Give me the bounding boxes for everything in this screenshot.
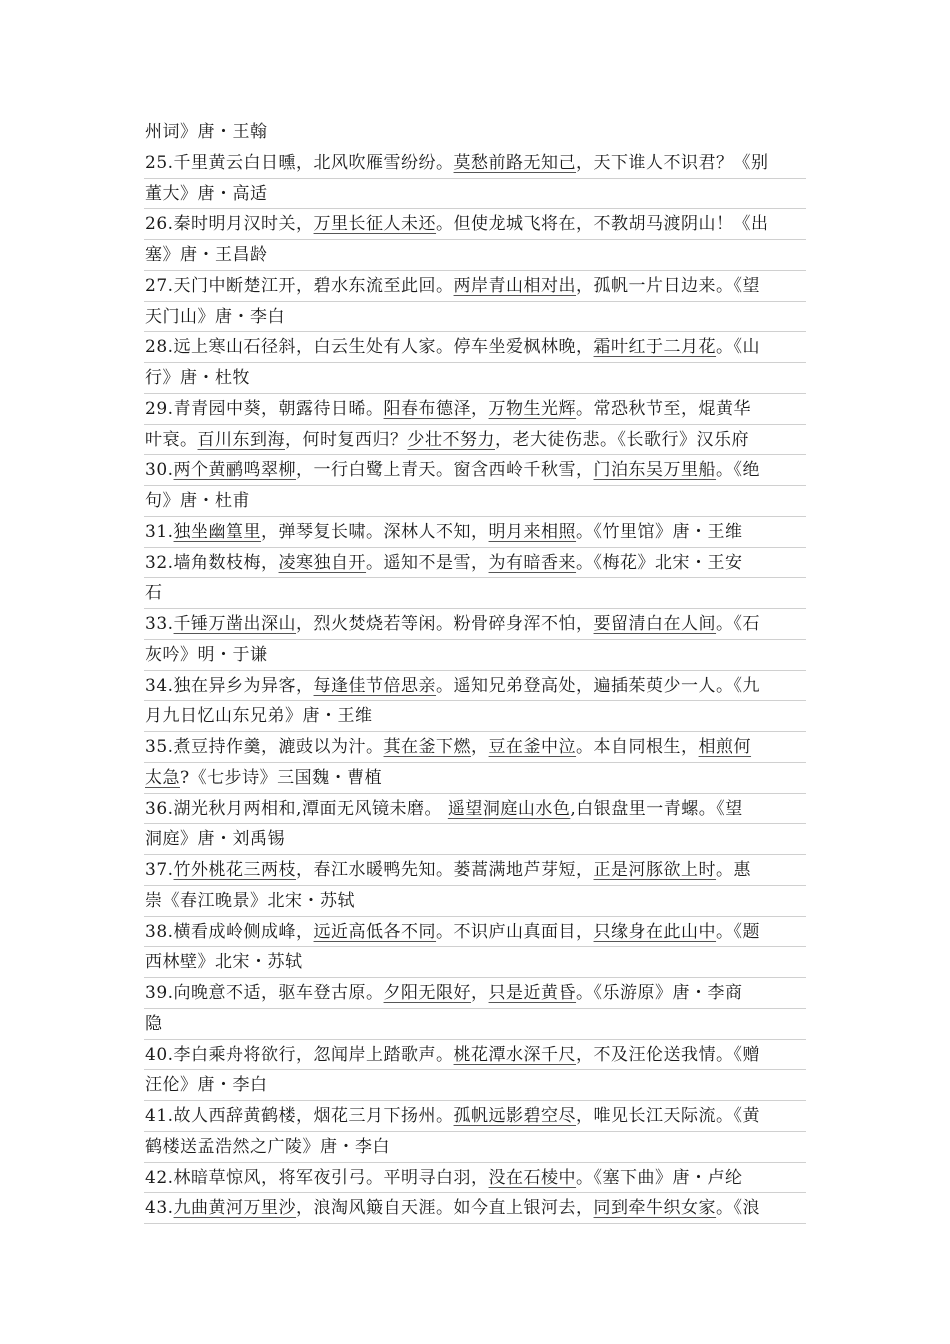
text-segment: 洞庭》唐・刘禹锡 — [145, 829, 285, 850]
text-segment: ,白银盘里一青螺。《望 — [570, 798, 743, 819]
text-line — [144, 763, 806, 794]
underlined-verse: 每逢佳节倍思亲 — [313, 675, 437, 696]
underlined-verse: 百川东到海 — [197, 429, 285, 450]
underlined-verse: 远近高低各不同 — [313, 921, 437, 942]
text-segment: 41.故人西辞黄鹤楼，烟花三月下扬州。 — [145, 1106, 454, 1126]
text-segment: 。常恐秋节至，焜黄华 — [576, 398, 752, 419]
text-segment: 38.横看成岭侧成峰， — [145, 921, 314, 942]
text-line — [144, 978, 806, 1009]
underlined-verse: 豆在釜中泣 — [488, 737, 577, 757]
text-line — [144, 1009, 806, 1040]
text-segment: 汪伦》唐・李白 — [145, 1075, 268, 1096]
underlined-verse: 阳春布德泽 — [383, 398, 472, 419]
text-segment: 。《竹里馆》唐・王维 — [576, 521, 743, 542]
text-segment: 叶衰。 — [145, 429, 198, 450]
text-line — [144, 486, 806, 517]
underlined-verse: 为有暗香来 — [488, 552, 577, 573]
text-line — [144, 794, 806, 825]
text-segment: ，何时复西归？ — [285, 429, 408, 450]
underlined-verse: 明月来相照 — [488, 521, 577, 542]
text-segment: 34.独在异乡为异客， — [145, 675, 314, 696]
underlined-verse: 霜叶红于二月花 — [593, 337, 717, 358]
text-segment: 。《塞下曲》唐・卢纶 — [576, 1167, 743, 1188]
text-line — [144, 701, 806, 732]
text-segment: ?《七步诗》三国魏・曹植 — [180, 767, 383, 788]
underlined-verse: 要留清白在人间 — [593, 614, 717, 634]
text-segment: 崇《春江晚景》北宋・苏轼 — [145, 890, 355, 911]
underlined-verse: 竹外桃花三两枝 — [173, 860, 297, 880]
text-line — [144, 548, 806, 579]
text-line — [144, 1132, 806, 1163]
text-segment: 西林壁》北宋・苏轼 — [145, 952, 303, 973]
text-segment: 句》唐・杜甫 — [145, 491, 250, 511]
underlined-verse: 门泊东吴万里船 — [593, 460, 717, 481]
underlined-verse: 独坐幽篁里 — [173, 521, 262, 542]
text-segment: 天门山》唐・李白 — [145, 306, 285, 327]
text-line — [144, 886, 806, 917]
text-segment: 。《石 — [716, 614, 761, 634]
text-segment: ， — [471, 983, 489, 1003]
text-segment: 26.秦时明月汉时关， — [145, 214, 314, 235]
text-line — [144, 1101, 806, 1132]
text-line — [144, 332, 806, 363]
text-segment: 。本自同根生， — [576, 737, 699, 757]
text-line — [144, 609, 806, 640]
text-segment: 隐 — [145, 1013, 163, 1034]
text-line — [144, 732, 806, 763]
underlined-verse: 凌寒独自开 — [278, 552, 367, 573]
text-line — [144, 1193, 806, 1224]
text-segment: ，唯见长江天际流。《黄 — [576, 1106, 761, 1126]
text-segment: 。但使龙城飞将在，不教胡马渡阴山！《出 — [436, 214, 769, 235]
text-line — [144, 947, 806, 978]
text-segment: 30. — [145, 460, 174, 481]
text-segment: 塞》唐・王昌龄 — [145, 245, 268, 265]
underlined-verse: 两个黄鹂鸣翠柳 — [173, 460, 297, 481]
underlined-verse: 只缘身在此山中 — [593, 921, 717, 942]
text-line — [144, 148, 806, 179]
text-segment: ，不及汪伦送我情。《赠 — [576, 1044, 761, 1065]
text-segment: ，春江水暖鸭先知。蒌蒿满地芦芽短， — [296, 860, 594, 880]
text-segment: 月九日忆山东兄弟》唐・王维 — [145, 706, 373, 727]
poem-list — [144, 117, 806, 1224]
underlined-verse: 万里长征人未还 — [313, 214, 437, 235]
text-segment: ，烈火焚烧若等闲。粉骨碎身浑不怕， — [296, 614, 594, 634]
underlined-verse: 太急 — [145, 767, 180, 788]
text-segment: ，弹琴复长啸。深林人不知， — [261, 521, 489, 542]
text-line — [144, 578, 806, 609]
text-segment: 。《浪 — [716, 1198, 761, 1219]
text-segment: 。不识庐山真面目， — [436, 921, 594, 942]
text-line — [144, 917, 806, 948]
text-segment: 。《山 — [716, 337, 761, 358]
text-line — [144, 517, 806, 548]
text-segment: 董大》唐・高适 — [145, 183, 268, 204]
underlined-verse: 少壮不努力 — [407, 429, 495, 450]
underlined-verse: 桃花潭水深千尺 — [453, 1044, 577, 1065]
underlined-verse: 九曲黄河万里沙 — [173, 1198, 297, 1219]
text-segment: 33. — [145, 614, 174, 634]
text-line — [144, 671, 806, 702]
underlined-verse: 莫愁前路无知己 — [453, 152, 577, 173]
text-segment: 43. — [145, 1198, 174, 1219]
text-segment: 石 — [145, 583, 163, 604]
text-line — [144, 824, 806, 855]
text-line — [144, 240, 806, 271]
text-segment: 鹤楼送孟浩然之广陵》唐・李白 — [145, 1136, 390, 1157]
text-segment: ，天下谁人不识君？《别 — [576, 152, 769, 173]
text-line — [144, 179, 806, 210]
text-segment: 28.远上寒山石径斜，白云生处有人家。停车坐爱枫林晚， — [145, 337, 594, 358]
text-line — [144, 271, 806, 302]
text-segment: ，浪淘风簸自天涯。如今直上银河去， — [296, 1198, 594, 1219]
text-segment: 。遥知不是雪， — [366, 552, 489, 573]
text-segment: 州词》唐・王翰 — [145, 122, 268, 142]
text-segment: 。《乐游原》唐・李商 — [576, 983, 743, 1003]
text-line — [144, 363, 806, 394]
underlined-verse: 只是近黄昏 — [488, 983, 577, 1003]
text-line — [144, 425, 806, 456]
underlined-verse: 正是河豚欲上时 — [593, 860, 717, 880]
underlined-verse: 同到牵牛织女家 — [593, 1198, 717, 1219]
text-segment: 行》唐・杜牧 — [145, 368, 250, 388]
text-segment: 。《绝 — [716, 460, 761, 481]
underlined-verse: 相煎何 — [698, 737, 752, 757]
underlined-verse: 孤帆远影碧空尽 — [453, 1106, 577, 1126]
underlined-verse: 两岸青山相对出 — [453, 275, 577, 296]
text-segment: 37. — [145, 860, 174, 880]
text-segment: ， — [471, 737, 489, 757]
text-line — [144, 117, 806, 148]
text-line — [144, 302, 806, 333]
text-segment: ，老大徒伤悲。《长歌行》汉乐府 — [495, 429, 749, 450]
text-line — [144, 1163, 806, 1194]
text-segment: ，孤帆一片日边来。《望 — [576, 275, 761, 296]
text-segment: 。惠 — [716, 860, 752, 880]
text-line — [144, 394, 806, 425]
text-line — [144, 455, 806, 486]
underlined-verse: 万物生光辉 — [488, 398, 577, 419]
text-line — [144, 209, 806, 240]
text-segment: 32.墙角数枝梅， — [145, 552, 279, 573]
text-segment: ，一行白鹭上青天。窗含西岭千秋雪， — [296, 460, 594, 481]
text-segment: 25.千里黄云白日曛，北风吹雁雪纷纷。 — [145, 152, 454, 173]
text-line — [144, 855, 806, 886]
underlined-verse: 遥望洞庭山水色 — [447, 798, 571, 819]
text-line — [144, 1070, 806, 1101]
text-segment: 35.煮豆持作羹，漉豉以为汁。 — [145, 737, 384, 757]
text-segment: 29.青青园中葵，朝露待日晞。 — [145, 398, 384, 419]
text-line — [144, 1040, 806, 1071]
text-segment: 36.湖光秋月两相和,潭面无风镜未磨。 — [145, 798, 448, 819]
underlined-verse: 千锤万凿出深山 — [173, 614, 297, 634]
underlined-verse: 没在石棱中 — [488, 1167, 577, 1188]
text-segment: 。遥知兄弟登高处，遍插茱萸少一人。《九 — [436, 675, 761, 696]
text-segment: 42.林暗草惊风，将军夜引弓。平明寻白羽， — [145, 1167, 489, 1188]
text-segment: ， — [471, 398, 489, 419]
text-segment: 39.向晚意不适，驱车登古原。 — [145, 983, 384, 1003]
text-segment: 。《梅花》北宋・王安 — [576, 552, 743, 573]
text-segment: 31. — [145, 521, 174, 542]
text-line — [144, 640, 806, 671]
text-segment: 27.天门中断楚江开，碧水东流至此回。 — [145, 275, 454, 296]
text-segment: 灰吟》明・于谦 — [145, 644, 268, 665]
text-segment: 。《题 — [716, 921, 761, 942]
text-segment: 40.李白乘舟将欲行，忽闻岸上踏歌声。 — [145, 1044, 454, 1065]
underlined-verse: 萁在釜下燃 — [383, 737, 472, 757]
underlined-verse: 夕阳无限好 — [383, 983, 472, 1003]
